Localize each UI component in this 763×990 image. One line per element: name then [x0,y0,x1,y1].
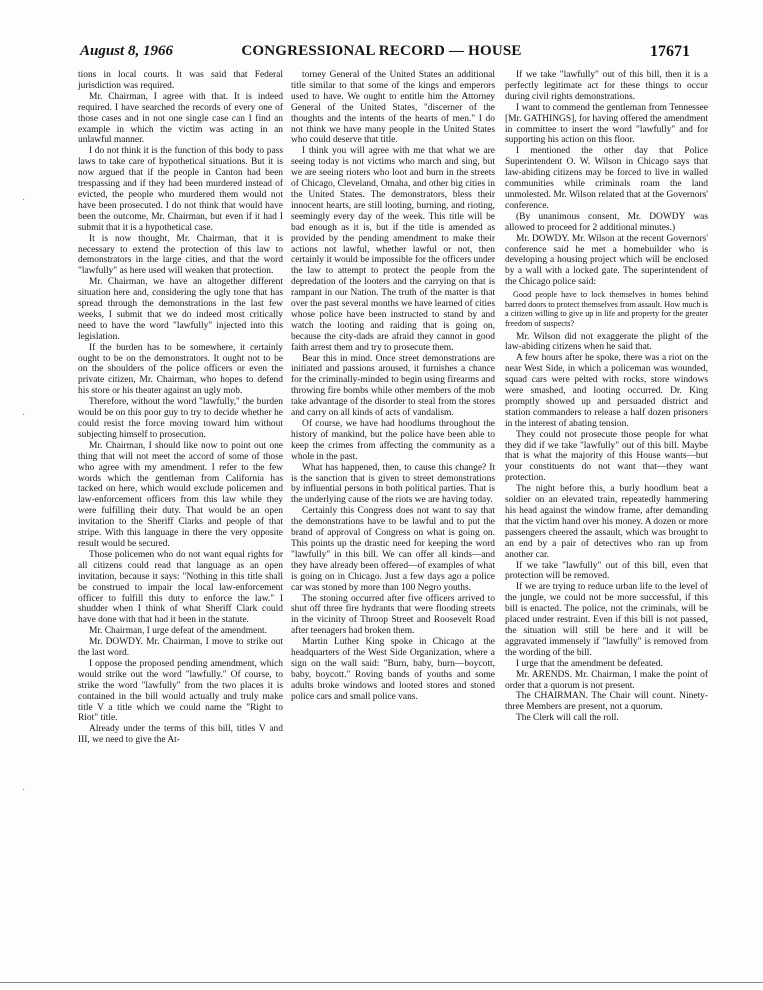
paragraph: torney General of the United States an additional title similar to that some of the kings and emperors used to have. We ought to entitle him the Attorney General of the United States, "discerner of the thoughts and the intents of the hearts of men." I do not think we have many people in the United States who could deserve that title. [291,70,495,146]
paragraph: Mr. Chairman, I urge defeat of the amendment. [89,626,268,637]
text-column-middle [291,70,495,703]
paragraph: (By unanimous consent, Mr. DOWDY was allowed to proceed for 2 additional minutes.) [505,211,708,233]
paragraph: I urge that the amendment be defeated. [516,658,663,669]
paragraph: What has happened, then, to cause this change? It is the sanction that is given to street demonstrations by influential persons in both political parties. That is the underlying cause of the riots we are having today. [291,462,495,506]
paragraph: Mr. DOWDY. Mr. Wilson at the recent Governors' conference said he met a homebuilder who is developing a housing project which will be enclosed by a wall with a locked gate. The superintendent of the Chicago police said: [505,233,708,288]
paragraph: Mr. Wilson did not exaggerate the plight of the law-abiding citizens when he said that. [505,331,708,353]
text-column-left [78,70,283,746]
page-header [0,0,763,70]
paragraph: If we are trying to reduce urban life to the level of the jungle, we could not be more successful, if this bill is enacted. The police, not the criminals, will be placed under restraint. Even if this bill is not passed, the situation will still be here and it will be aggravated immensely if "lawfully" is removed from the wording of the bill. [505,582,708,658]
paragraph: The CHAIRMAN. The Chair will count. Ninety-three Members are present, not a quorum. [505,691,708,713]
header-date: August 8, 1966 [80,43,173,59]
paragraph: I do not think it is the function of this body to pass laws to take care of hypothetical situations. But it is now argued that if the people in Canton had been trespassing and if they had been murdered instead of evicted, the people who murdered them would not have been prosecuted. I do not think that would have been the outcome, Mr. Chairman, but even if it had I submit that it is a hypothetical case. [78,146,283,233]
paragraph: Good people have to lock themselves in homes behind barred doors to protect themselves from assault. How much is a citizen willing to give up in life and property for the greater freedom of suspects? [505,290,708,328]
bottom-rule [0,982,763,983]
paragraph: The night before this, a burly hoodlum beat a soldier on an elevated train, repeatedly hammering his head against the window frame, after demanding that the victim hand over his money. A dozen or more passengers cheered the assault, which was brought to an end by a pair of detectives who ran up from another car. [505,484,708,560]
paragraph: Therefore, without the word "lawfully," the burden would be on this poor guy to try to decide whether he could resist the force moving toward him without subjecting himself to prosecution. [78,397,283,440]
paragraph: Mr. Chairman, I agree with that. It is indeed required. I have searched the records of every one of those cases and in not one single case can I find an example in which the victim was acting in an unlawful manner. [78,91,283,146]
paragraph: I think you will agree with me that what we are seeing today is not victims who march and sing, but we are seeing rioters who loot and burn in the streets of Chicago, Cleveland, Omaha, and other big cities in the United States. The demonstrators, bless their innocent hearts, are still looting, burning, and rioting, seemingly every day of the week. This title will be bad enough as it is, but if the title is amended as provided by the pending amendment to make their actions not lawful, whether lawful or not, then certainly it would be impossible for the officers under the law to attempt to protect the people from the depredation of the looters and the carrying on that is rampant in our Nation. The truth of the matter is that over the past several months we have learned of cities whose police have been instructed to stand by and watch the looting and raiding that is going on, because the city-dads are afraid they cannot in good faith arrest them and try to prosecute them. [291,146,495,353]
paragraph: tions in local courts. It was said that Federal jurisdiction was required. [78,70,283,91]
header-title: CONGRESSIONAL RECORD — HOUSE [241,43,522,59]
paragraph: They could not prosecute those people for what they did if we take "lawfully" out of this bill. Maybe that is what the majority of this House wants—but your constituents do not want that—they want protection. [505,429,708,484]
paragraph: If we take "lawfully" out of this bill, then it is a perfectly legitimate act for these things to occur during civil rights demonstrations. [505,70,708,102]
paragraph: I want to commend the gentleman from Tennessee [Mr. GATHINGS], for having offered the amendment in committee to insert the word "lawfully" and for supporting his action on this floor. [505,102,708,146]
paragraph: Already under the terms of this bill, titles V and III, we need to give the At- [78,724,283,746]
margin-mark: · [22,785,26,796]
paragraph: Mr. DOWDY. Mr. Chairman, I move to strike out the last word. [78,637,283,659]
paragraph: The Clerk will call the roll. [516,713,619,724]
paragraph: I mentioned the other day that Police Superintendent O. W. Wilson in Chicago says that law-abiding citizens may be forced to live in walled communities while criminals roam the land unmolested. Mr. Wilson related that at the Governors' conference. [505,146,708,211]
paragraph: Certainly this Congress does not want to say that the demonstrations have to be lawful and to put the brand of approval of Congress on what is going on. This points up the drastic need for keeping the word "lawfully" in this bill. We can offer all kinds—and they have already been offered—of examples of what is going on in Chicago. Just a few days ago a police car was stoned by more than 100 Negro youths. [291,506,495,593]
paragraph: Bear this in mind. Once street demonstrations are initiated and passions aroused, it furnishes a chance for the criminally-minded to begin using firearms and throwing fire bombs while other members of the mob take advantage of the disorder to steal from the stores and carry on all kinds of acts of vandalism. [291,353,495,419]
paragraph: Mr. ARENDS. Mr. Chairman, I make the point of order that a quorum is not present. [505,669,708,691]
paragraph: Mr. Chairman, we have an altogether different situation here and, considering the ugly tone that has spread through the demonstrations in the last few weeks, I submit that we do indeed most critically need to have the word "lawfully" injected into this legislation. [78,277,283,342]
paragraph: I oppose the proposed pending amendment, which would strike out the word "lawfully." Of course, to strike the word "lawfully" from the two places it is contained in the bill would actually and truly make title V a title which we could name the "Right to Riot" title. [78,658,283,724]
paragraph: Of course, we have had hoodlums throughout the history of mankind, but the police have been able to keep the crimes from affecting the community as a whole in the past. [291,419,495,462]
paragraph: Mr. Chairman, I should like now to point out one thing that will not meet the accord of some of those who agree with my amendment. I refer to the few words which the gentleman from California has tacked on here, which would exclude policemen and law-enforcement officers from this law while they were fulfilling their duty. That would be an open invitation to the Sheriff Clarks and people of that stripe. With this language in there the very opposite result would be secured. [78,440,283,549]
paragraph: A few hours after he spoke, there was a riot on the near West Side, in which a policeman was wounded, squad cars were pelted with rocks, store windows were smashed, and looting occurred. Dr. King promptly showed up and persuaded district and station commanders to release a half dozen prisoners in the interest of abating tension. [505,353,708,429]
margin-mark: · [22,410,26,421]
paragraph: Martin Luther King spoke in Chicago at the headquarters of the West Side Organization, where a sign on the wall said: "Burn, baby, burn—boycott, baby, boycott." Roving bands of youths and some adults broke windows and looted stores and stoned police cars and small police vans. [291,637,495,702]
paragraph: It is now thought, Mr. Chairman, that it is necessary to extend the protection of this law to demonstrators in the large cities, and that the word "lawfully" as here used will weaken that protection. [78,233,283,277]
header-page-number: 17671 [650,43,690,60]
paragraph: Those policemen who do not want equal rights for all citizens could read that language as an open invitation, because it says: "Nothing in this title shall be construed to impair the local law-enforcement officer to fulfill this duty to enforce the law." I shudder when I think of what Sheriff Clark could have done with that had it been in the statute. [78,549,283,626]
paragraph: If the burden has to be somewhere, it certainly ought to be on the demonstrators. It ought not to be on the shoulders of the police officers or even the private citizen, Mr. Chairman, who hopes to defend his store or his theater against an ugly mob. [78,342,283,397]
margin-mark: · [22,195,26,206]
text-column-right [505,70,708,724]
paragraph: If we take "lawfully" out of this bill, even that protection will be removed. [505,560,708,582]
paragraph: The stoning occurred after five officers arrived to shut off three fire hydrants that were flooding streets in the vicinity of Throop Street and Roosevelt Road after teenagers had broken them. [291,593,495,637]
